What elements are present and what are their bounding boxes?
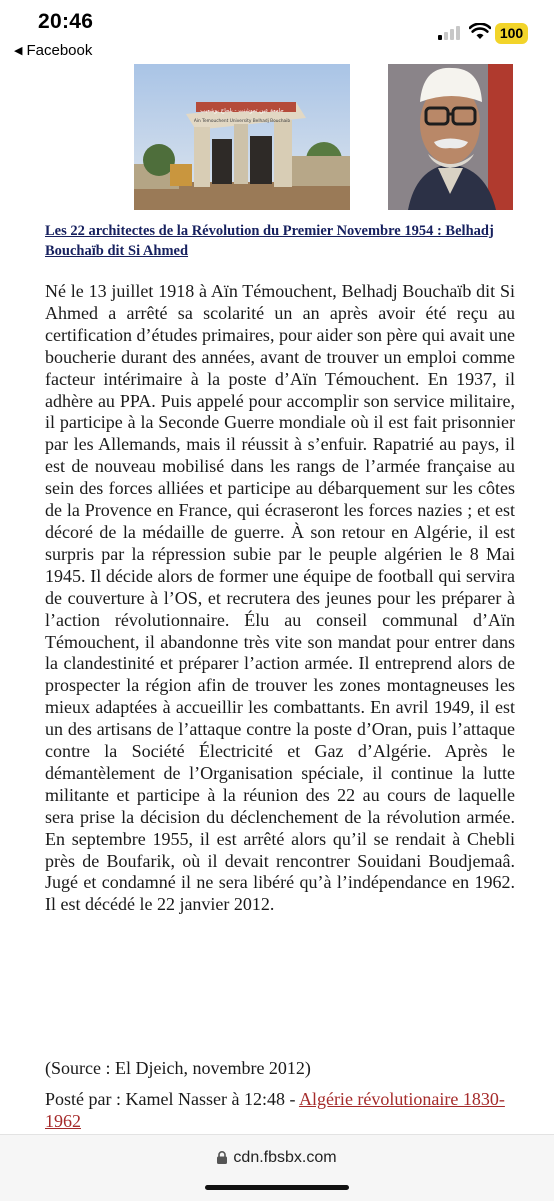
- university-gate-illustration: [134, 64, 350, 210]
- url-domain-text: cdn.fbsbx.com: [233, 1149, 337, 1166]
- clock: 20:46: [38, 10, 94, 33]
- posted-by-text: Posté par : Kamel Nasser à 12:48 -: [45, 1089, 299, 1109]
- article-title-link[interactable]: Les 22 architectes de la Révolution du Premier Novembre 1954 : Belhadj Bouchaïb dit Si Ahmed: [45, 223, 494, 259]
- portrait-photo: [388, 64, 513, 210]
- url-bar[interactable]: [0, 1134, 554, 1201]
- university-sign-latin-text: Ain Temouchent University Belhadj Bouchaib: [193, 119, 291, 124]
- back-to-facebook-link[interactable]: [14, 42, 92, 59]
- category-link[interactable]: Algérie révolutionaire 1830-1962: [45, 1089, 505, 1131]
- posted-by-line: [45, 1088, 515, 1132]
- back-arrow-icon: ◀: [14, 45, 23, 57]
- article-body-text: Né le 13 juillet 1918 à Aïn Témouchent, Belhadj Bouchaïb dit Si Ahmed a arrêté sa scolarité un an après avoir été reçu au certification d’études primaires, pour aider son père qui avait une boucherie durant des années, avant de trouver un emploi comme facteur intérimaire à la poste d’Aïn Témouchent. En 1937, il adhère au PPA. Puis appelé pour accomplir son service militaire, il participe à la Seconde Guerre mondiale où il est fait prisonnier par les Allemands, mais il réussit à s’enfuir. Rapatrié au pays, il est de nouveau mobilisé dans les rangs de l’armée française au sein des forces alliées et participe au débarquement sur les côtes de la Provence en France, qui écraseront les forces nazies ; et est décoré de la médaille de guerre. À son retour en Algérie, il est surpris par la répression subie par le peuple algérien le 8 Mai 1945. Il décide alors de former une équipe de football qui servira de couverture à l’OS, et recrutera des jeunes pour les préparer à l’action révolutionnaire. Élu au conseil communal d’Aïn Témouchent, il abandonne très vite son mandat pour entrer dans la clandestinité et préparer l’action armée. Il entreprend alors de prospecter la région afin de trouver les zones montagneuses les mieux adaptées à accueillir les combattants. En avril 1949, il est un des artisans de l’attaque contre la poste d’Oran, puis l’attaque contre la Société Électricité et Gaz d’Algérie. Après le démantèlement de l’Organisation spéciale, il continue la lutte militante et participe à la réunion des 22 au cours de laquelle sera prise la décision du déclenchement de la révolution armée. En septembre 1955, il est arrêté alors qu’il se rendait à Chebli près de Boufarik, où il devait rencontrer Souidani Boudjemaâ. Jugé et condamné il ne sera libéré qu’à l’indépendance en 1962. Il est décédé le 22 janvier 2012.: [45, 281, 515, 915]
- battery-level-badge: 100: [495, 23, 528, 44]
- back-app-label: Facebook: [26, 42, 93, 59]
- source-citation: (Source : El Djeich, novembre 2012): [45, 1058, 311, 1078]
- university-gate-photo: [134, 64, 350, 210]
- home-indicator[interactable]: [205, 1185, 349, 1190]
- lock-icon: [217, 1151, 227, 1164]
- university-sign-text: جامعة عين تموشنت - بلحاج بوشعيب: [200, 108, 284, 114]
- wifi-icon: [469, 23, 491, 40]
- status-bar: [0, 0, 554, 40]
- portrait-illustration: [388, 64, 513, 210]
